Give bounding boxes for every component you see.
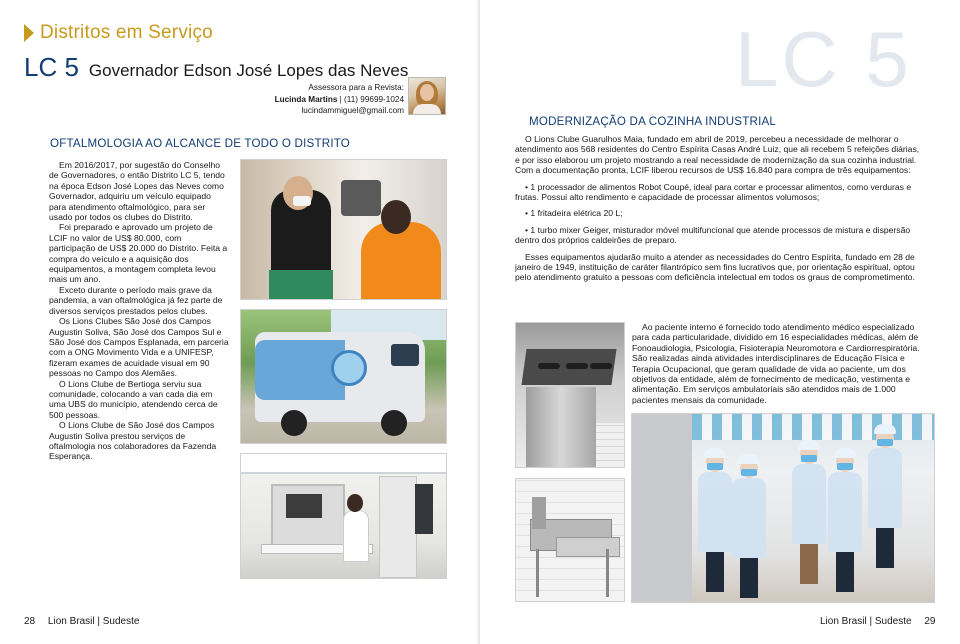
paragraph: O Lions Clube de São José dos Campos Augustin Soliva prestou serviços de oftalmologia nos colaboradores da Fazenda Esperança. bbox=[49, 420, 217, 462]
article-body-right bbox=[515, 134, 925, 283]
paragraph: O Lions Clube Guarulhos Maia, fundado em abril de 2019, percebeu a necessidade de melhorar o atendimento aos 568 residentes do Centro Espírita Casas André Luiz, que ali recebem 5 refeições diárias, e por isso elaborou um projeto mostrando a real necessidade de modernização da sua cozinha industrial. Com a documentação pronta, LCIF liberou recursos de US$ 16.840 para compra de três equipamentos: bbox=[515, 134, 920, 176]
section-label: Distritos em Serviço bbox=[40, 22, 213, 43]
article-body-left bbox=[49, 160, 229, 462]
assessor-photo bbox=[408, 77, 446, 115]
paragraph: Ao paciente interno é fornecido todo atendimento médico especializado para cada particularidade, dividido em 16 especialidades médicas, além de Fonoaudiologia, Psicologia, Fisioterapia Neuromotora e Cardiorrespiratória. São realizadas ainda atividades interdisciplinares de Educação Física e Terapia Ocupacional, que geram qualidade de vida ao paciente, um dos objetivos da entidade, além de fornecimento de medicação, vestimenta e alimentação. Em serviços ambulatoriais são atendidos mais de 1.000 pacientes mensais da comunidade. bbox=[632, 322, 920, 405]
section-tag bbox=[24, 22, 213, 44]
paragraph: Esses equipamentos ajudarão muito a atender as necessidades do Centro Espírita, fundado em 28 de janeiro de 1949, instituição de caráter filantrópico sem fins lucrativos que, por orientação espiritual, optou pelo atendimento gratuito a pessoas com deficiência intelectual em todos os graus de comprometimento. bbox=[515, 251, 915, 283]
district-watermark: LC 5 bbox=[735, 15, 912, 103]
governor-name: Governador Edson José Lopes das Neves bbox=[88, 61, 409, 80]
paragraph: Em 2016/2017, por sugestão do Conselho de Governadores, o então Distrito LC 5, tendo na época Edson José Lopes das Neves como Governador, adquiriu um veículo equipado para atendimento oftalmológico, para ser usado por todos os clubes do Distrito. bbox=[49, 160, 225, 223]
district-header bbox=[24, 52, 408, 83]
photo-ophthalmology-van bbox=[240, 309, 447, 444]
paragraph: Foi preparado e aprovado um projeto de LCIF no valor de US$ 80.000, com participação de US$ 20.000 do Distrito. Feita a compra do veículo e a aquisição dos equipamentos, a montagem completa levou mais um ano. bbox=[49, 222, 228, 285]
article-headline-left: OFTALMOLOGIA AO ALCANCE DE TODO O DISTRITO bbox=[50, 137, 351, 150]
magazine-name: Lion Brasil | Sudeste bbox=[47, 616, 140, 627]
assessor-contact bbox=[250, 82, 404, 117]
footer-right bbox=[820, 616, 935, 627]
bullet-item: • 1 fritadeira elétrica 20 L; bbox=[525, 208, 623, 219]
chevron-right-icon bbox=[24, 24, 34, 42]
article-headline-right: MODERNIZAÇÃO DA COZINHA INDUSTRIAL bbox=[529, 115, 777, 128]
photo-food-processor bbox=[515, 478, 625, 602]
assessor-phone: | (11) 99699-1024 bbox=[339, 94, 404, 104]
district-code: LC 5 bbox=[24, 52, 79, 82]
photo-kitchen-team bbox=[631, 413, 935, 603]
photo-eye-exam bbox=[240, 159, 447, 300]
photo-van-interior bbox=[240, 453, 447, 579]
assessor-name-line bbox=[250, 94, 404, 106]
article-body-right-wrapped bbox=[632, 322, 932, 405]
bullet-item: • 1 turbo mixer Geiger, misturador móvel multifuncional que atende processos de mistura e dispersão dentro dos próprios caldeirões de preparo. bbox=[515, 224, 911, 246]
photo-electric-fryer bbox=[515, 322, 625, 468]
paragraph: O Lions Clube de Bertioga serviu sua comunidade, colocando a van cada dia em uma UBS do município, atendendo cerca de 500 pessoas. bbox=[49, 378, 218, 420]
paragraph: Exceto durante o período mais grave da pandemia, a van oftalmológica já fez parte de diversos serviços prestados pelos clubes. bbox=[49, 284, 223, 316]
magazine-name: Lion Brasil | Sudeste bbox=[820, 616, 912, 627]
page-number: 28 bbox=[24, 616, 36, 627]
footer-left bbox=[24, 616, 139, 627]
page-number: 29 bbox=[924, 616, 936, 627]
assessor-email: lucindammiguel@gmail.com bbox=[301, 106, 404, 115]
right-page bbox=[480, 0, 960, 644]
assessor-name: Lucinda Martins bbox=[274, 94, 338, 104]
paragraph: Os Lions Clubes São José dos Campos Augustin Soliva, São José dos Campos Sul e São José dos Campos Esplanada, em parceria com a ONG Movimento Vida e a UNIFESP, fizeram exames de acuidade visual em 90 pessoas no Campo dos Alemães. bbox=[49, 316, 229, 379]
assessor-role: Assessora para a Revista: bbox=[308, 83, 404, 92]
bullet-item: • 1 processador de alimentos Robot Coupé, ideal para cortar e processar alimentos, como verduras e frutas. Possui alto rendimento e capacidade de processar alimentos volumosos; bbox=[515, 181, 912, 203]
